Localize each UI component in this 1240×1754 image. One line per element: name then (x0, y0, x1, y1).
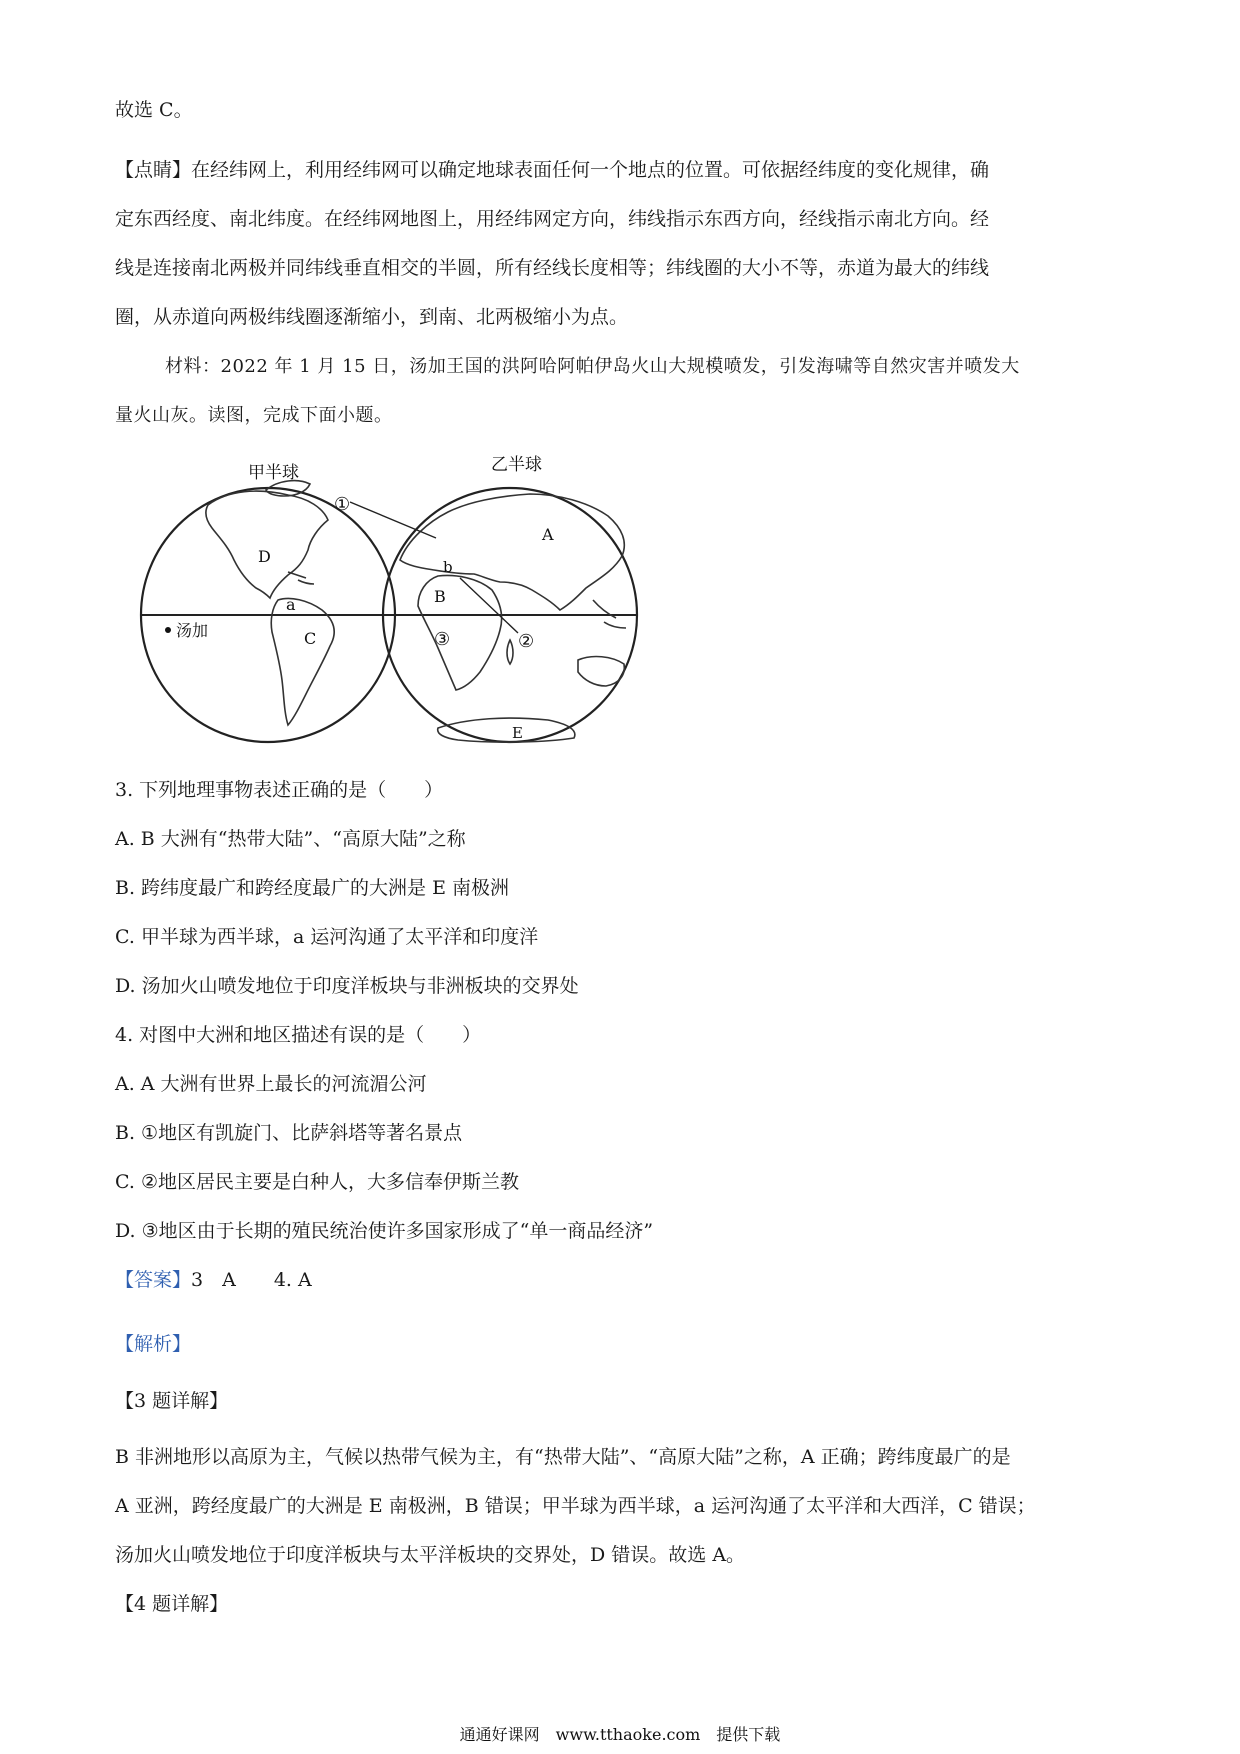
analysis-label: 【解析】 (115, 1333, 192, 1355)
south-america-shape (271, 598, 334, 725)
question-3-stem: 3. 下列地理事物表述正确的是（ ） (115, 779, 444, 801)
map-label-1: ① (334, 494, 351, 515)
dianjing-block (115, 146, 1135, 342)
detail-3-label: 【3 题详解】 (115, 1390, 229, 1412)
material-line-2: 量火山灰。读图，完成下面小题。 (115, 405, 393, 426)
africa-shape (418, 576, 502, 690)
dianjing-label: 【点睛】 (115, 159, 192, 181)
map-label-b: b (443, 558, 453, 576)
north-america-shape (206, 491, 328, 598)
detail-4-label: 【4 题详解】 (115, 1593, 229, 1615)
question-3-option-a: A. B 大洲有“热带大陆”、“高原大陆”之称 (115, 828, 466, 850)
detail-3-line-1: B 非洲地形以高原为主，气候以热带气候为主，有“热带大陆”、“高原大陆”之称，A 正确；跨纬度最广的是 (115, 1446, 1011, 1468)
map-label-C: C (304, 629, 317, 648)
question-4 (115, 1011, 1135, 1256)
map-label-a: a (286, 595, 296, 614)
tonga-dot (165, 627, 171, 633)
detail-3-line-3: 汤加火山喷发地位于印度洋板块与太平洋板块的交界处，D 错误。故选 A。 (115, 1544, 746, 1566)
material-block (115, 342, 1135, 440)
intro-end: 故选 C。 (115, 99, 193, 121)
dianjing-line-1: 在经纬网上，利用经纬网可以确定地球表面任何一个地点的位置。可依据经纬度的变化规律，确 (191, 159, 990, 181)
pointer-line-2 (460, 578, 518, 633)
question-4-option-c: C. ②地区居民主要是白种人，大多信奉伊斯兰教 (115, 1171, 519, 1193)
question-4-option-a: A. A 大洲有世界上最长的河流湄公河 (115, 1073, 427, 1095)
map-label-E: E (512, 724, 523, 742)
caribbean-islands (288, 572, 314, 584)
map-label-A: A (542, 525, 554, 544)
question-4-option-d: D. ③地区由于长期的殖民统治使许多国家形成了“单一商品经济” (115, 1220, 654, 1242)
answer-label: 【答案】 (115, 1269, 192, 1291)
detail-3-block (115, 1433, 1135, 1580)
map-label-tonga: 汤加 (176, 621, 209, 640)
pointer-line-1 (350, 502, 436, 538)
left-hemisphere-title: 甲半球 (248, 463, 299, 483)
hemisphere-map (138, 450, 678, 750)
answer-line (115, 1256, 1135, 1305)
question-3 (115, 766, 1135, 1011)
dianjing-line-4: 圈，从赤道向两极纬线圈逐渐缩小，到南、北两极缩小为点。 (115, 306, 629, 328)
material-line-1: 材料：2022 年 1 月 15 日，汤加王国的洪阿哈阿帕伊岛火山大规模喷发，引发海啸等自然灾害并喷发大 (165, 356, 1020, 377)
map-label-B: B (434, 587, 446, 606)
question-3-option-b: B. 跨纬度最广和跨经度最广的大洲是 E 南极洲 (115, 877, 509, 899)
dianjing-line-3: 线是连接南北两极并同纬线垂直相交的半圆，所有经线长度相等；纬线圈的大小不等，赤道为最大的纬线 (115, 257, 990, 279)
map-label-D: D (258, 547, 271, 566)
question-4-option-b: B. ①地区有凯旋门、比萨斜塔等著名景点 (115, 1122, 463, 1144)
map-label-3: ③ (434, 629, 451, 650)
page-footer: 通通好课网 www.tthaoke.com 提供下载 (459, 1725, 781, 1744)
answer-text: 3 A 4. A (191, 1269, 312, 1291)
detail-3-line-2: A 亚洲，跨经度最广的大洲是 E 南极洲，B 错误；甲半球为西半球，a 运河沟通了太平洋和大西洋，C 错误； (115, 1495, 1036, 1517)
right-hemisphere-title: 乙半球 (491, 455, 542, 475)
map-label-2: ② (518, 631, 535, 652)
question-3-option-d: D. 汤加火山喷发地位于印度洋板块与非洲板块的交界处 (115, 975, 579, 997)
dianjing-line-2: 定东西经度、南北纬度。在经纬网地图上，用经纬网定方向，纬线指示东西方向，经线指示南北方向。经 (115, 208, 990, 230)
australia-shape (578, 657, 624, 686)
question-3-option-c: C. 甲半球为西半球，a 运河沟通了太平洋和印度洋 (115, 926, 539, 948)
madagascar-shape (507, 640, 513, 664)
question-4-stem: 4. 对图中大洲和地区描述有误的是（ ） (115, 1024, 482, 1046)
